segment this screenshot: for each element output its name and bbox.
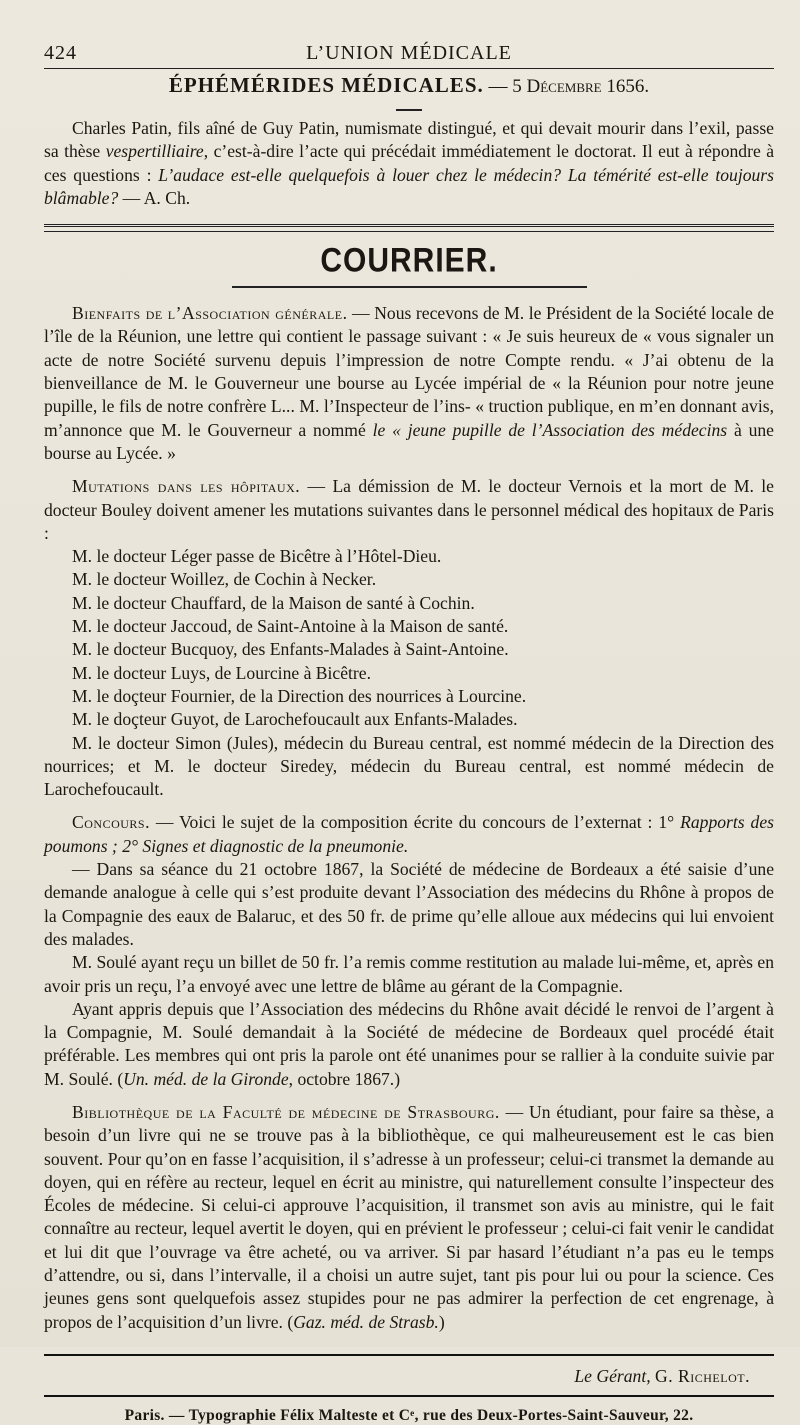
section-rule	[44, 231, 774, 232]
courrier-rule	[232, 286, 587, 288]
list-item: M. le docteur Bucquoy, des Enfants-Malades à Saint-Antoine.	[72, 639, 509, 660]
page-number: 424	[44, 42, 77, 64]
bibliotheque-heading: Bibliothèque de la Faculté de médecine de Strasbourg.	[72, 1101, 500, 1122]
signature	[44, 1366, 774, 1387]
ephemerides-dash: —	[483, 76, 513, 97]
signature-name: G. Richelot.	[655, 1365, 750, 1386]
signature-label: Le Gérant,	[574, 1365, 651, 1386]
short-rule	[396, 109, 422, 111]
bibliotheque-paragraph: Bibliothèque de la Faculté de médecine de Strasbourg. — Un étudiant, pour faire sa thèse, a besoin d’un livre qui ne se trouve pas à la bibliothèque, ce qui malheureusement est le cas bien souvent. Pour qu’on en fasse l’acquisition, il s’adresse à un professeur; celui-ci transmet la demande au doyen, qui en réfère au recteur, lequel en écrit au ministre, qui naturellement consulte l’inspecteur des Écoles de médecine. Si celui-ci approuve l’acquisition, il transmet son avis au ministre, qui le fait connaître au recteur, lequel avertit le doyen, qui en prévient le professeur ; celui-ci fait venir le candidat et lui dit que l’ouvrage va être acheté, ou va arriver. Si par hasard l’étudiant n’a pas eu le temps d’attendre, ou si, dans l’intervalle, il a choisi un autre sujet, tant pis pour lui ou pour la science. Ces jeunes gens sont quelquefois assez stupides pour ne pas admirer la perfection de cet engrenage, à propos de l’acquisition d’un livre. (Gaz. méd. de Strasb.)	[44, 1101, 774, 1332]
closing-rule	[44, 1354, 774, 1356]
concours-heading: Concours.	[72, 812, 150, 833]
list-item: M. le docteur Woillez, de Cochin à Necker.	[72, 569, 377, 590]
ephemerides-date: 5 Décembre 1656.	[512, 76, 650, 97]
imprint-rule	[44, 1395, 774, 1397]
mutations-paragraph: Mutations dans les hôpitaux. — La démission de M. le docteur Vernois et la mort de M. le docteur Bouley doivent amener les mutations suivantes dans le personnel médical des hopitaux de Paris :	[44, 476, 774, 543]
mutations-closing: M. le docteur Simon (Jules), médecin du Bureau central, est nommé médecin de la Direction des nourrices; et M. le docteur Siredey, médecin du Bureau central, est nommé médecin de Larochefoucault.	[44, 732, 774, 800]
bienfaits-paragraph: Bienfaits de l’Association générale. — Nous recevons de M. le Président de la Société locale de l’île de la Réunion, une lettre qui contient le passage suivant : « Je suis heureux de « vous signaler un acte de notre Société survenu depuis l’impression de notre Compte rendu. « J’ai obtenu de la bienveillance de M. le Gouverneur une bourse au Lycée impérial de « la Réunion pour notre jeune pupille, le fils de notre confrère L... M. l’Inspecteur de l’ins- « truction publique, en m’en donnant avis, m’annonce que M. le Gouverneur a nommé le « jeune pupille de l’Association des médecins à une bourse au Lycée. »	[44, 303, 774, 463]
bienfaits-heading: Bienfaits de l’Association générale.	[72, 303, 348, 324]
ephemerides-body: Charles Patin, fils aîné de Guy Patin, numismate distingué, et qui devait mourir dans l’exil, passe sa thèse vespertilliaire, c’est-à-dire l’acte qui précédait immédiatement le doctorat. Il eut à répondre à ces questions : L’audace est-elle quelquefois à louer chez le médecin? La témérité est-elle toujours blâmable? — A. Ch.	[44, 118, 774, 208]
bordeaux-paragraph-3: Ayant appris depuis que l’Association des médecins du Rhône avait décidé le renvoi de l’argent à la Compagnie, M. Soulé demandait à la Société de médecine de Bordeaux quel procédé était préférable. Les membres qui ont pris la parole ont été unanimes pour se rallier à la conduite suivie par M. Soulé. (Un. méd. de la Gironde, octobre 1867.)	[44, 998, 774, 1089]
list-item: M. le docteur Jaccoud, de Saint-Antoine à la Maison de santé.	[72, 616, 509, 637]
list-item: M. le doçteur Fournier, de la Direction des nourrices à Lourcine.	[72, 685, 527, 706]
list-item: M. le docteur Chauffard, de la Maison de santé à Cochin.	[72, 592, 475, 613]
header-rule	[44, 68, 774, 69]
mutations-heading: Mutations dans les hôpitaux.	[72, 476, 301, 497]
list-item: M. le doçteur Guyot, de Larochefoucault aux Enfants-Malades.	[72, 709, 518, 730]
bordeaux-paragraph-2: M. Soulé ayant reçu un billet de 50 fr. l’a remis comme restitution au malade lui-même, et, après en avoir pris un reçu, l’a envoyé avec une lettre de blâme au gérant de la Compagnie.	[44, 952, 774, 996]
running-head	[44, 38, 774, 66]
list-item: M. le docteur Luys, de Lourcine à Bicêtre.	[72, 662, 371, 683]
bordeaux-paragraph-1: — Dans sa séance du 21 octobre 1867, la Société de médecine de Bordeaux a été saisie d’une demande analogue à celle qui s’est produite devant l’Association des médecins du Rhône à propos de la Compagnie des eaux de Balaruc, et des 50 fr. de prime qu’elle alloue aux médecins qui lui envoient des malades.	[44, 859, 774, 949]
printer-imprint: Paris. — Typographie Félix Malteste et Cᵉ, rue des Deux-Portes-Saint-Sauveur, 22.	[124, 1406, 694, 1424]
journal-title: L’UNION MÉDICALE	[306, 42, 512, 64]
ephemerides-title: ÉPHÉMÉRIDES MÉDICALES.	[168, 73, 484, 97]
ephemerides-heading	[44, 73, 774, 101]
concours-paragraph: Concours. — Voici le sujet de la composition écrite du concours de l’externat : 1° Rapports des poumons ; 2° Signes et diagnostic de la pneumonie.	[44, 812, 775, 856]
list-item: M. le docteur Léger passe de Bicêtre à l’Hôtel-Dieu.	[72, 546, 442, 567]
courrier-title: COURRIER.	[320, 241, 498, 280]
